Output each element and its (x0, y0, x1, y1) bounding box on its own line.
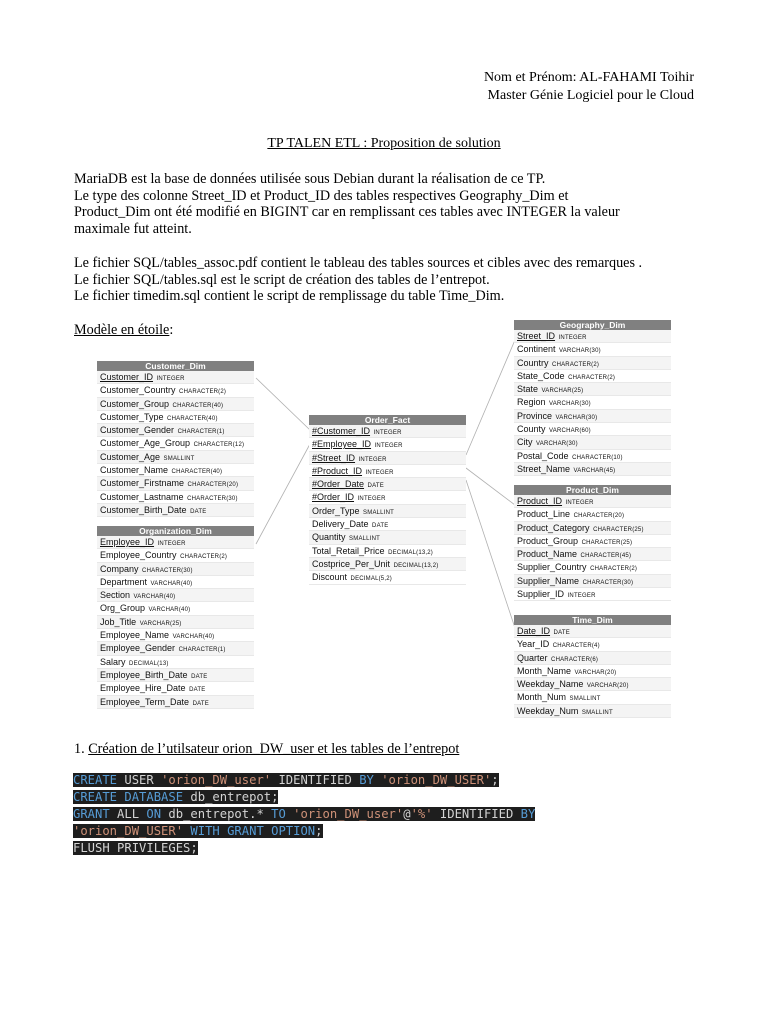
column-type: DATE (190, 508, 207, 515)
column-name: Customer_Type (100, 411, 164, 422)
column-name: Delivery_Date (312, 519, 369, 530)
column-name: Customer_ID (100, 372, 154, 382)
connector-organization (256, 444, 310, 544)
column-row (309, 545, 466, 558)
author-header (484, 69, 694, 105)
column-name: Month_Name (517, 665, 572, 676)
column-row (97, 656, 254, 669)
organization-dim-table (97, 526, 254, 709)
column-type: INTEGER (565, 500, 594, 506)
column-row (514, 705, 671, 718)
column-type: CHARACTER(40) (167, 415, 218, 422)
column-type: SMALLINT (363, 509, 394, 516)
column-row (97, 602, 254, 615)
column-name: Customer_Age (100, 451, 161, 462)
column-type: CHARACTER(20) (573, 513, 625, 520)
column-type: CHARACTER(1) (177, 429, 225, 436)
connector-geography (466, 340, 515, 455)
column-row (97, 504, 254, 517)
column-row (97, 549, 254, 562)
connector-product (466, 468, 515, 505)
column-type: VARCHAR(40) (172, 634, 215, 641)
code-token: @ (403, 807, 411, 821)
code-line (73, 806, 535, 823)
column-type: DECIMAL(13,2) (388, 549, 434, 556)
column-name: Department (100, 576, 148, 587)
section-title: Création de l’utilsateur orion_DW_user et les tables de l’entrepot (88, 741, 460, 757)
column-name: Salary (100, 656, 126, 667)
column-name: Product_ID (517, 496, 563, 506)
column-row (97, 491, 254, 504)
column-type: SMALLINT (581, 709, 613, 716)
column-type: VARCHAR(40) (133, 594, 176, 601)
column-row (309, 505, 466, 518)
column-row (97, 477, 254, 490)
column-row (514, 522, 671, 535)
connector-customer (256, 378, 310, 430)
column-row (97, 589, 254, 602)
code-line (73, 772, 535, 789)
column-row (514, 588, 671, 601)
column-name: Employee_Birth_Date (100, 669, 188, 680)
column-type: DECIMAL(13) (129, 660, 169, 667)
column-type: DATE (372, 523, 389, 530)
intro-line: Le type des colonne Street_ID et Product_ID des tables respectives Geography_Dim et (74, 187, 569, 204)
column-type: VARCHAR(60) (549, 428, 591, 435)
code-token: TO (271, 807, 286, 821)
column-row (97, 384, 254, 397)
customer-dim-table (97, 361, 254, 517)
column-type: CHARACTER(2) (590, 566, 638, 573)
column-name: Customer_Birth_Date (100, 504, 187, 515)
column-type: CHARACTER(1) (178, 647, 226, 654)
column-name: Employee_Name (100, 630, 170, 641)
column-name: Product_Group (517, 535, 579, 546)
model-heading-text: Modèle en étoile (74, 322, 170, 338)
column-name: Customer_Name (100, 465, 169, 476)
files-line: Le fichier timedim.sql contient le script de remplissage du table Time_Dim. (74, 288, 505, 304)
column-name: Continent (517, 344, 556, 355)
column-name: Weekday_Name (517, 679, 584, 690)
column-type: CHARACTER(2) (552, 361, 600, 368)
column-name: Customer_Country (100, 385, 176, 396)
column-type: INTEGER (374, 443, 403, 450)
column-type: CHARACTER(25) (593, 526, 644, 533)
column-name: Street_ID (517, 331, 556, 341)
intro-line: maximale fut atteint. (74, 220, 192, 237)
code-line (73, 840, 535, 857)
code-token: db_entrepot.* (161, 807, 272, 821)
column-type: CHARACTER(20) (187, 482, 239, 489)
column-row (514, 625, 671, 638)
column-name: County (517, 424, 546, 435)
column-type: DATE (367, 483, 384, 490)
code-token: 'orion_DW_USER' (73, 824, 184, 838)
column-name: Customer_Firstname (100, 478, 185, 489)
column-type: INTEGER (157, 541, 186, 547)
column-name: Province (517, 410, 553, 421)
column-name: Supplier_Country (517, 562, 587, 573)
column-name: Supplier_Name (517, 575, 580, 586)
column-name: Costprice_Per_Unit (312, 558, 391, 569)
column-row (97, 437, 254, 450)
column-row (514, 343, 671, 356)
table-title: Order_Fact (309, 415, 466, 425)
column-name: #Product_ID (312, 465, 363, 476)
column-name: Year_ID (517, 639, 550, 650)
column-row (97, 371, 254, 384)
column-row (514, 370, 671, 383)
code-token: ; (315, 824, 323, 838)
column-row (514, 665, 671, 678)
column-name: Customer_Lastname (100, 491, 184, 502)
column-name: Org_Group (100, 603, 146, 614)
code-token: ALL (109, 807, 147, 821)
column-type: CHARACTER(45) (580, 553, 632, 560)
column-row (514, 423, 671, 436)
intro-line: Product_Dim ont été modifié en BIGINT car en remplissant ces tables avec INTEGER la valeur (74, 204, 620, 220)
column-name: Postal_Code (517, 450, 569, 461)
column-type: INTEGER (373, 430, 402, 436)
column-name: #Street_ID (312, 452, 356, 463)
column-row (514, 535, 671, 548)
column-name: Company (100, 563, 139, 574)
column-row (514, 678, 671, 691)
column-name: Employee_Term_Date (100, 696, 190, 707)
column-type: VARCHAR(40) (148, 607, 191, 614)
code-token: BY (359, 773, 374, 787)
files-line: Le fichier SQL/tables_assoc.pdf contient le tableau des tables sources et cibles avec des remarques . (74, 255, 643, 271)
column-name: Date_ID (517, 626, 551, 636)
column-name: Quarter (517, 652, 548, 663)
column-row (309, 571, 466, 584)
time-dim-table (514, 615, 671, 718)
column-row (514, 508, 671, 521)
column-type: VARCHAR(30) (555, 414, 598, 421)
column-type: CHARACTER(12) (193, 442, 245, 449)
column-name: Employee_ID (100, 537, 155, 547)
code-token: USER (117, 773, 162, 787)
column-name: Region (517, 397, 546, 408)
column-type: CHARACTER(40) (172, 402, 224, 409)
column-row (514, 561, 671, 574)
column-type: INTEGER (558, 335, 587, 341)
code-token: IDENTIFIED (432, 807, 521, 821)
column-row (309, 558, 466, 571)
column-type: DATE (192, 700, 209, 707)
column-row (514, 652, 671, 665)
column-row (309, 531, 466, 544)
column-type: CHARACTER(25) (581, 539, 633, 546)
column-type: CHARACTER(2) (179, 389, 227, 396)
files-paragraph (74, 255, 704, 305)
column-name: State (517, 384, 539, 395)
column-type: INTEGER (365, 469, 394, 476)
column-row (309, 452, 466, 465)
column-name: Customer_Group (100, 398, 170, 409)
column-row (514, 410, 671, 423)
column-type: CHARACTER(30) (142, 567, 193, 574)
column-row (514, 357, 671, 370)
code-token: 'orion_DW_USER' (381, 773, 492, 787)
column-type: CHARACTER(10) (572, 454, 623, 461)
column-row (309, 438, 466, 451)
column-type: CHARACTER(6) (551, 656, 599, 663)
column-row (97, 629, 254, 642)
author-name: Nom et Prénom: AL-FAHAMI Toihir (483, 70, 694, 85)
column-row (97, 642, 254, 655)
code-token: IDENTIFIED (271, 773, 360, 787)
program-name: Master Génie Logiciel pour le Cloud (487, 88, 694, 103)
column-row (97, 696, 254, 709)
column-row (309, 491, 466, 504)
column-row (309, 478, 466, 491)
code-token: db_entrepot; (183, 790, 279, 804)
column-row (97, 682, 254, 695)
column-name: #Order_Date (312, 479, 365, 490)
column-name: City (517, 437, 533, 448)
column-name: Product_Category (517, 522, 590, 533)
column-row (97, 464, 254, 477)
column-row (97, 669, 254, 682)
column-name: Job_Title (100, 616, 137, 627)
code-token: BY (520, 807, 536, 821)
column-type: INTEGER (357, 496, 386, 503)
column-name: Country (517, 357, 549, 368)
column-type: DECIMAL(5,2) (350, 576, 392, 583)
section-1-heading (74, 741, 704, 758)
code-token: '%' (410, 807, 433, 821)
model-heading-colon: : (169, 322, 174, 338)
column-row (309, 425, 466, 438)
column-type: VARCHAR(45) (573, 467, 616, 474)
column-type: DATE (189, 687, 206, 694)
column-row (514, 548, 671, 561)
column-type: VARCHAR(30) (559, 348, 601, 355)
column-type: SMALLINT (569, 696, 601, 703)
column-row (97, 424, 254, 437)
column-name: Supplier_ID (517, 589, 565, 600)
column-row (97, 616, 254, 629)
table-title: Customer_Dim (97, 361, 254, 371)
column-name: #Employee_ID (312, 439, 372, 450)
order-fact-table (309, 415, 466, 585)
column-type: DATE (191, 673, 208, 680)
code-line (73, 823, 535, 840)
column-row (309, 518, 466, 531)
column-type: SMALLINT (349, 536, 380, 543)
table-title: Product_Dim (514, 485, 671, 495)
geography-dim-table (514, 320, 671, 476)
column-name: Employee_Gender (100, 643, 176, 654)
column-row (514, 495, 671, 508)
column-name: Customer_Age_Group (100, 438, 191, 449)
column-name: Order_Type (312, 505, 360, 516)
column-type: CHARACTER(30) (187, 495, 238, 502)
column-row (97, 451, 254, 464)
column-row (514, 383, 671, 396)
column-row (514, 450, 671, 463)
code-token: ON (146, 807, 162, 821)
column-row (514, 638, 671, 651)
column-name: Section (100, 590, 131, 601)
code-token: CREATE (73, 773, 118, 787)
code-line (73, 789, 535, 806)
column-name: #Customer_ID (312, 426, 371, 436)
column-type: CHARACTER(40) (171, 469, 223, 476)
column-row (514, 396, 671, 409)
column-type: SMALLINT (163, 455, 195, 462)
code-token: 'orion_DW_user' (161, 773, 272, 787)
product-dim-table (514, 485, 671, 601)
column-type: VARCHAR(30) (549, 401, 591, 408)
column-row (97, 398, 254, 411)
table-title: Organization_Dim (97, 526, 254, 536)
column-type: VARCHAR(25) (541, 388, 584, 395)
column-name: Weekday_Num (517, 705, 579, 716)
column-name: Total_Retail_Price (312, 545, 385, 556)
table-title: Time_Dim (514, 615, 671, 625)
column-type: CHARACTER(2) (180, 554, 228, 561)
column-row (97, 563, 254, 576)
column-type: VARCHAR(20) (586, 683, 629, 690)
code-token: 'orion_DW_user' (293, 807, 404, 821)
column-type: CHARACTER(30) (582, 579, 634, 586)
column-name: Employee_Country (100, 550, 177, 561)
column-row (514, 691, 671, 704)
column-type: VARCHAR(20) (574, 669, 617, 676)
code-token: GRANT (73, 807, 110, 821)
code-token: ; (491, 773, 499, 787)
table-title: Geography_Dim (514, 320, 671, 330)
code-token: FLUSH PRIVILEGES; (73, 841, 198, 855)
column-type: DECIMAL(13,2) (393, 562, 439, 569)
connector-time (466, 480, 515, 628)
intro-paragraph (74, 171, 704, 237)
column-name: Customer_Gender (100, 425, 175, 436)
column-type: INTEGER (156, 376, 185, 382)
files-line: Le fichier SQL/tables.sql est le script de création des tables de l’entrepot. (74, 271, 490, 288)
column-type: INTEGER (358, 456, 387, 463)
column-name: #Order_ID (312, 492, 355, 503)
column-row (97, 536, 254, 549)
column-row (97, 576, 254, 589)
column-row (309, 465, 466, 478)
code-token: CREATE DATABASE (73, 790, 184, 804)
column-name: Product_Line (517, 509, 571, 520)
column-name: Month_Num (517, 692, 567, 703)
column-name: Product_Name (517, 549, 578, 560)
code-token: WITH GRANT OPTION (190, 824, 316, 838)
column-name: Discount (312, 572, 348, 583)
section-number: 1. (74, 741, 89, 757)
column-name: Quantity (312, 532, 346, 543)
column-type: CHARACTER(4) (552, 643, 600, 650)
column-type: VARCHAR(40) (150, 580, 193, 587)
column-row (514, 330, 671, 343)
column-type: CHARACTER(2) (568, 374, 616, 381)
column-name: Street_Name (517, 463, 571, 474)
sql-code-block (73, 772, 535, 857)
column-type: VARCHAR(30) (536, 441, 578, 448)
column-type: VARCHAR(25) (139, 620, 182, 627)
column-type: INTEGER (567, 593, 596, 600)
document-title: TP TALEN ETL : Proposition de solution (267, 136, 501, 151)
column-name: Employee_Hire_Date (100, 683, 186, 694)
column-row (97, 411, 254, 424)
column-name: State_Code (517, 370, 565, 381)
column-row (514, 436, 671, 449)
column-type: DATE (553, 630, 570, 636)
intro-line: MariaDB est la base de données utilisée sous Debian durant la réalisation de ce TP. (74, 171, 546, 187)
column-row (514, 575, 671, 588)
column-row (514, 463, 671, 476)
